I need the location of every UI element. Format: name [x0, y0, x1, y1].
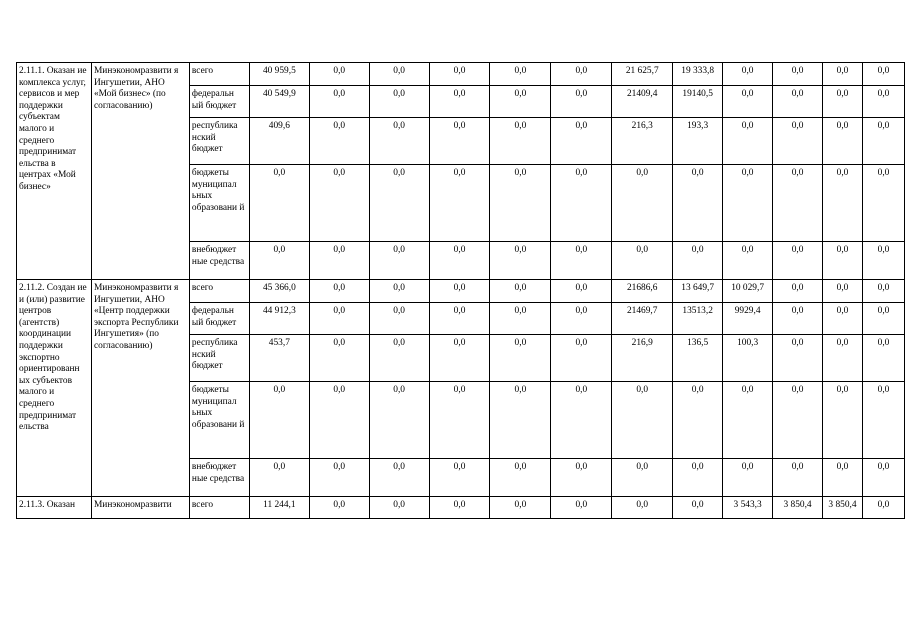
amount-cell: 11 244,1: [249, 497, 309, 519]
amount-cell: 0,0: [551, 280, 612, 303]
amount-cell: 136,5: [673, 335, 723, 382]
funding-source-cell: внебюджет ные средства: [189, 242, 249, 280]
amount-cell: 45 366,0: [249, 280, 309, 303]
funding-source-cell: внебюджет ные средства: [189, 459, 249, 497]
amount-cell: 0,0: [369, 382, 429, 459]
amount-cell: 0,0: [369, 459, 429, 497]
funding-source-cell: республика нский бюджет: [189, 335, 249, 382]
amount-cell: 0,0: [369, 63, 429, 86]
amount-cell: 0,0: [551, 335, 612, 382]
amount-cell: 0,0: [309, 86, 369, 118]
amount-cell: 0,0: [551, 459, 612, 497]
amount-cell: 0,0: [490, 242, 551, 280]
amount-cell: 0,0: [723, 242, 773, 280]
executor-cell: Минэкономразвити: [91, 497, 189, 519]
amount-cell: 100,3: [723, 335, 773, 382]
table-row: [17, 497, 905, 519]
amount-cell: 0,0: [309, 165, 369, 242]
amount-cell: 0,0: [612, 459, 673, 497]
amount-cell: 21409,4: [612, 86, 673, 118]
amount-cell: 21469,7: [612, 303, 673, 335]
amount-cell: 0,0: [551, 165, 612, 242]
amount-cell: 0,0: [862, 382, 904, 459]
amount-cell: 0,0: [862, 86, 904, 118]
amount-cell: 0,0: [862, 118, 904, 165]
amount-cell: 0,0: [309, 497, 369, 519]
amount-cell: 0,0: [723, 118, 773, 165]
amount-cell: 0,0: [429, 242, 490, 280]
budget-table: [16, 62, 905, 519]
amount-cell: 0,0: [773, 382, 823, 459]
amount-cell: 0,0: [429, 303, 490, 335]
amount-cell: 0,0: [369, 280, 429, 303]
amount-cell: 0,0: [823, 118, 863, 165]
amount-cell: 409,6: [249, 118, 309, 165]
amount-cell: 0,0: [673, 382, 723, 459]
amount-cell: 0,0: [429, 497, 490, 519]
amount-cell: 3 850,4: [773, 497, 823, 519]
amount-cell: 0,0: [551, 86, 612, 118]
amount-cell: 0,0: [612, 165, 673, 242]
amount-cell: 0,0: [773, 242, 823, 280]
table-row: [17, 63, 905, 86]
amount-cell: 0,0: [309, 63, 369, 86]
amount-cell: 0,0: [551, 303, 612, 335]
amount-cell: 0,0: [723, 63, 773, 86]
amount-cell: 0,0: [862, 242, 904, 280]
amount-cell: 19 333,8: [673, 63, 723, 86]
amount-cell: 10 029,7: [723, 280, 773, 303]
executor-cell: Минэкономразвити я Ингушетии, АНО «Мой бизнес» (по согласованию): [91, 63, 189, 280]
amount-cell: 0,0: [429, 86, 490, 118]
amount-cell: 0,0: [773, 280, 823, 303]
amount-cell: 0,0: [823, 382, 863, 459]
amount-cell: 453,7: [249, 335, 309, 382]
amount-cell: 0,0: [429, 459, 490, 497]
amount-cell: 0,0: [249, 165, 309, 242]
amount-cell: 0,0: [612, 242, 673, 280]
amount-cell: 0,0: [309, 459, 369, 497]
amount-cell: 0,0: [490, 118, 551, 165]
amount-cell: 0,0: [823, 303, 863, 335]
amount-cell: 0,0: [490, 86, 551, 118]
measure-code-cell: 2.11.2. Создан ие и (или) развитие центров (агентств) координации поддержки экспортно ориентированн ых субъектов малого и среднего предпринимат ельства: [17, 280, 92, 497]
amount-cell: 0,0: [490, 382, 551, 459]
amount-cell: 0,0: [551, 497, 612, 519]
amount-cell: 0,0: [490, 165, 551, 242]
amount-cell: 13513,2: [673, 303, 723, 335]
amount-cell: 0,0: [369, 118, 429, 165]
amount-cell: 0,0: [862, 459, 904, 497]
amount-cell: 0,0: [309, 303, 369, 335]
executor-cell: Минэкономразвити я Ингушетии, АНО «Центр поддержки экспорта Республики Ингушетия» (по согласованию): [91, 280, 189, 497]
amount-cell: 0,0: [490, 280, 551, 303]
amount-cell: 216,3: [612, 118, 673, 165]
amount-cell: 0,0: [369, 242, 429, 280]
amount-cell: 0,0: [369, 497, 429, 519]
amount-cell: 0,0: [429, 280, 490, 303]
amount-cell: 0,0: [862, 280, 904, 303]
amount-cell: 40 959,5: [249, 63, 309, 86]
amount-cell: 0,0: [823, 335, 863, 382]
funding-source-cell: федеральн ый бюджет: [189, 303, 249, 335]
amount-cell: 0,0: [429, 382, 490, 459]
funding-source-cell: всего: [189, 63, 249, 86]
amount-cell: 0,0: [773, 303, 823, 335]
amount-cell: 0,0: [490, 459, 551, 497]
amount-cell: 0,0: [723, 165, 773, 242]
amount-cell: 0,0: [309, 382, 369, 459]
amount-cell: 0,0: [429, 118, 490, 165]
amount-cell: 0,0: [309, 280, 369, 303]
amount-cell: 0,0: [823, 280, 863, 303]
amount-cell: 0,0: [490, 63, 551, 86]
amount-cell: 0,0: [612, 497, 673, 519]
amount-cell: 0,0: [551, 118, 612, 165]
funding-source-cell: всего: [189, 497, 249, 519]
funding-source-cell: федеральн ый бюджет: [189, 86, 249, 118]
amount-cell: 44 912,3: [249, 303, 309, 335]
amount-cell: 0,0: [429, 165, 490, 242]
amount-cell: 0,0: [429, 63, 490, 86]
amount-cell: 13 649,7: [673, 280, 723, 303]
amount-cell: 0,0: [773, 63, 823, 86]
amount-cell: 0,0: [309, 335, 369, 382]
amount-cell: 0,0: [551, 63, 612, 86]
amount-cell: 19140,5: [673, 86, 723, 118]
amount-cell: 0,0: [429, 335, 490, 382]
amount-cell: 0,0: [862, 303, 904, 335]
amount-cell: 0,0: [823, 242, 863, 280]
amount-cell: 0,0: [673, 242, 723, 280]
amount-cell: 0,0: [249, 382, 309, 459]
amount-cell: 3 850,4: [823, 497, 863, 519]
funding-source-cell: бюджеты муниципал ьных образовани й: [189, 382, 249, 459]
amount-cell: 193,3: [673, 118, 723, 165]
amount-cell: 0,0: [309, 242, 369, 280]
amount-cell: 0,0: [862, 335, 904, 382]
amount-cell: 0,0: [309, 118, 369, 165]
amount-cell: 0,0: [369, 303, 429, 335]
measure-code-cell: 2.11.1. Оказан ие комплекса услуг, сервисов и мер поддержки субъектам малого и среднего предпринимат ельства в центрах «Мой бизнес»: [17, 63, 92, 280]
amount-cell: 216,9: [612, 335, 673, 382]
measure-code-cell: 2.11.3. Оказан: [17, 497, 92, 519]
amount-cell: 0,0: [823, 165, 863, 242]
amount-cell: 0,0: [823, 63, 863, 86]
amount-cell: 0,0: [673, 165, 723, 242]
amount-cell: 21686,6: [612, 280, 673, 303]
amount-cell: 0,0: [369, 86, 429, 118]
amount-cell: 0,0: [369, 165, 429, 242]
funding-source-cell: всего: [189, 280, 249, 303]
amount-cell: 0,0: [723, 459, 773, 497]
amount-cell: 3 543,3: [723, 497, 773, 519]
amount-cell: 21 625,7: [612, 63, 673, 86]
funding-source-cell: бюджеты муниципал ьных образовани й: [189, 165, 249, 242]
amount-cell: 0,0: [862, 63, 904, 86]
amount-cell: 0,0: [862, 497, 904, 519]
table-row: [17, 280, 905, 303]
amount-cell: 0,0: [369, 335, 429, 382]
amount-cell: 0,0: [673, 459, 723, 497]
amount-cell: 0,0: [773, 335, 823, 382]
amount-cell: 0,0: [551, 382, 612, 459]
amount-cell: 0,0: [551, 242, 612, 280]
amount-cell: 0,0: [249, 459, 309, 497]
amount-cell: 0,0: [773, 118, 823, 165]
amount-cell: 40 549,9: [249, 86, 309, 118]
amount-cell: 0,0: [249, 242, 309, 280]
amount-cell: 0,0: [862, 165, 904, 242]
amount-cell: 0,0: [723, 382, 773, 459]
funding-source-cell: республика нский бюджет: [189, 118, 249, 165]
amount-cell: 0,0: [490, 497, 551, 519]
amount-cell: 0,0: [723, 86, 773, 118]
amount-cell: 0,0: [823, 459, 863, 497]
amount-cell: 0,0: [773, 165, 823, 242]
amount-cell: 0,0: [773, 459, 823, 497]
amount-cell: 0,0: [773, 86, 823, 118]
amount-cell: 0,0: [490, 303, 551, 335]
amount-cell: 0,0: [490, 335, 551, 382]
amount-cell: 9929,4: [723, 303, 773, 335]
amount-cell: 0,0: [823, 86, 863, 118]
amount-cell: 0,0: [612, 382, 673, 459]
amount-cell: 0,0: [673, 497, 723, 519]
